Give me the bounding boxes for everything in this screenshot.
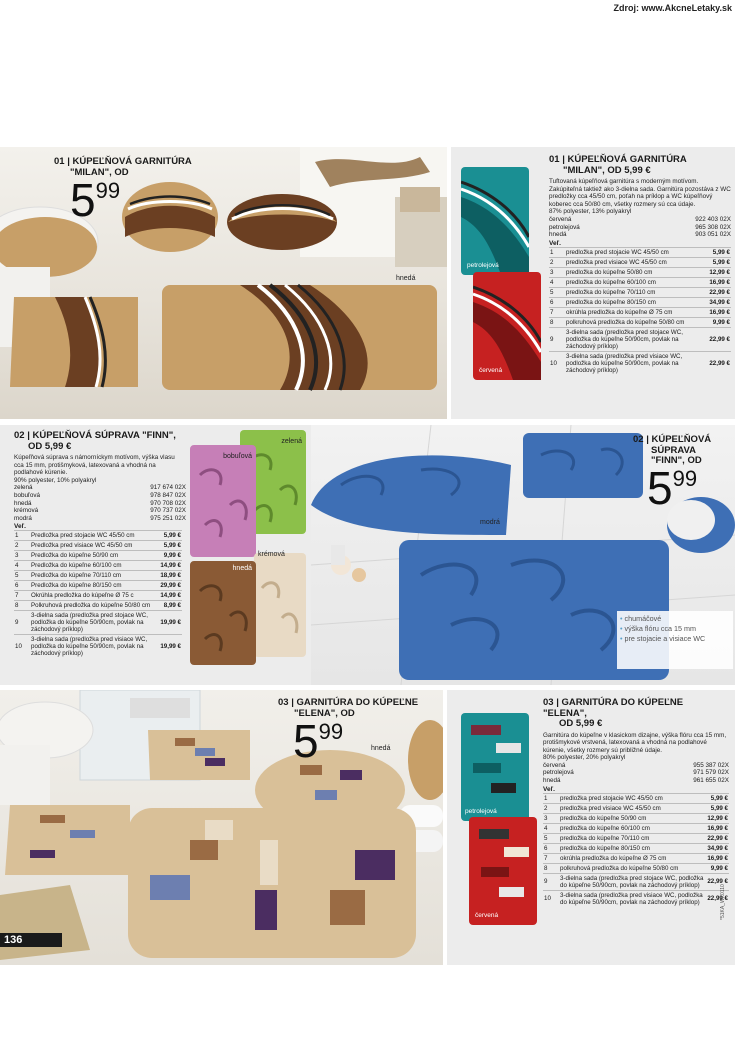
table-row: 1 Predložka pred stojacie WC 45/50 cm 5,99 €: [15, 532, 181, 540]
milan-header: [549, 155, 731, 176]
table-row: 7 Okrúhla predložka do kúpeľne Ø 75 c 14,99 €: [15, 592, 181, 600]
finn-photo-label: modrá: [480, 519, 500, 526]
milan-size-header: Veľ.: [549, 239, 561, 247]
finn-swatch-hneda-label: hnedá: [232, 565, 252, 572]
table-row: 10 3-dielna sada (predložka pred visiace WC, podložka do kúpeľne 50/90cm, povlak na záchodový príklop) 22,99 €: [550, 352, 730, 374]
table-row: 4 predložka do kúpeľne 60/100 cm 16,99 €: [544, 824, 728, 832]
vertical-code: *51KA_WK0110: [720, 884, 726, 920]
table-row: 5 predložka do kúpeľne 70/110 cm 22,99 €: [550, 288, 730, 296]
elena-header-line1: 03 | GARNITÚRA DO KÚPEĽNE "ELENA",: [543, 697, 684, 719]
milan-swatch-cervena-label: červená: [479, 367, 503, 374]
table-row: 6 Predložka do kúpeľne 80/150 cm 29,99 €: [15, 582, 181, 590]
milan-material: 87% polyester, 13% polyakryl: [549, 208, 632, 216]
finn-price-decimal: 99: [672, 466, 698, 491]
table-row: 8 polkruhová predložka do kúpeľne 50/80 cm 9,99 €: [550, 318, 730, 326]
table-row: 4 Predložka do kúpeľne 60/100 cm 14,99 €: [15, 562, 181, 570]
finn-color-row: hnedá 970 708 02X: [14, 499, 186, 507]
milan-info-panel: [451, 147, 735, 419]
milan-description: Tuftovaná kúpeľňová garnitúra s moderným motívom. Zakúpiteľná taktiež ako 3-dielna sada. Garnitúra pozostáva z WC predložky cca 45/50 cm, poťah na príklop a WC kúpeľňový koberec cca 50/80 cm, všetky rozmery sú cca údaje.: [549, 178, 731, 208]
table-row: 3 Predložka do kúpeľne 50/90 cm 9,99 €: [15, 552, 181, 560]
milan-text-block: [549, 155, 731, 375]
elena-swatch-cervena-label: červená: [475, 912, 499, 919]
finn-size-table: [14, 530, 182, 658]
finn-color-list: [14, 484, 186, 522]
elena-swatch-petrolejova-label: petrolejová: [465, 808, 497, 815]
finn-swatch-zelena-label: zelená: [281, 438, 302, 445]
milan-photo-header-line2: "MILAN", OD: [70, 166, 129, 178]
list-item: • chumáčové: [620, 614, 662, 623]
elena-color-list: [543, 762, 729, 785]
milan-photo-illustration: [0, 147, 447, 419]
elena-price-decimal: 99: [318, 719, 344, 744]
elena-price-integer: 5: [293, 715, 319, 767]
elena-description: Garnitúra do kúpeľne v klasickom dizajne, výška flóru cca 15 mm, protišmykové vrstvená, latexovaná a vhodná na podlahové kúrenie, všetky rozmery sú približné údaje.: [543, 731, 727, 754]
table-row: 6 predložka do kúpeľne 80/150 cm 34,99 €: [544, 844, 728, 852]
table-row: 10 3-dielna sada (predložka pred visiace WC, podložka do kúpeľne 50/90cm, povlak na záchodový príklop) 19,99 €: [15, 636, 181, 658]
milan-swatch-petrolejova-label: petrolejová: [467, 262, 499, 269]
finn-photo-header-line3: "FINN", OD: [651, 455, 702, 466]
table-row: 9 3-dielna sada (predložka pred stojace WC, podložka do kúpeľne 50/90cm, povlak na záchodový príklop) 22,99 €: [544, 874, 728, 889]
table-row: 3 predložka do kúpeľne 50/90 cm 12,99 €: [544, 814, 728, 822]
elena-swatch-petrolejova: [461, 713, 529, 821]
table-row: 1 predložka pred stojacie WC 45/50 cm 5,99 €: [550, 248, 730, 256]
milan-color-list: [549, 216, 731, 239]
finn-color-row: krémová 970 737 02X: [14, 507, 186, 515]
milan-size-table: [549, 247, 731, 375]
finn-photo-header-line1: 02 | KÚPEĽŇOVÁ: [633, 434, 712, 445]
table-row: 8 Polkruhová predložka do kúpeľne 50/80 cm 8,99 €: [15, 602, 181, 610]
finn-header: [14, 431, 186, 452]
milan-price-decimal: 99: [95, 178, 121, 203]
finn-swatch-hneda-pattern: [190, 561, 256, 665]
table-row: 5 predložka do kúpeľne 70/110 cm 22,99 €: [544, 834, 728, 842]
table-row: 7 okrúhla predložka do kúpeľne Ø 75 cm 16,99 €: [544, 854, 728, 862]
finn-header-line2: OD 5,99 €: [28, 440, 72, 452]
table-row: 1 predložka pred stojacie WC 45/50 cm 5,99 €: [544, 794, 728, 802]
elena-swatch-petrolejova-pattern: [461, 713, 529, 821]
finn-swatch-hneda: [190, 561, 256, 665]
milan-photo: [0, 147, 447, 419]
finn-feature-list: [617, 611, 733, 669]
elena-color-row: petrolejová 971 579 02X: [543, 769, 729, 777]
milan-color-row: hnedá 903 051 02X: [549, 231, 731, 239]
finn-material: 90% polyester, 10% polyakryl: [14, 476, 97, 484]
bullet-icon: •: [620, 614, 625, 623]
elena-swatch-cervena-pattern: [469, 817, 537, 925]
finn-swatch-kremova: [254, 553, 306, 657]
elena-text-block: [543, 698, 729, 907]
elena-header: [543, 698, 729, 730]
milan-photo-header-line1: 01 | KÚPEĽŇOVÁ GARNITÚRA: [54, 156, 192, 167]
finn-swatch-bubulova: [190, 445, 256, 557]
finn-header-line1: 02 | KÚPEĽŇOVÁ SÚPRAVA "FINN",: [14, 430, 176, 441]
elena-color-row: červená 955 387 02X: [543, 761, 729, 769]
finn-photo-header-line2: SÚPRAVA: [651, 444, 697, 456]
finn-swatch-bubulova-label: bobuľová: [223, 453, 252, 460]
elena-photo: [0, 690, 443, 965]
elena-big-price: [293, 715, 344, 767]
elena-color-row: hnedá 961 655 02X: [543, 777, 729, 785]
elena-photo-header-line2: "ELENA", OD: [294, 707, 355, 719]
bullet-icon: •: [620, 624, 625, 633]
elena-photo-illustration: [0, 690, 443, 965]
milan-photo-label: hnedá: [396, 275, 416, 282]
elena-header-line2: OD 5,99 €: [559, 718, 603, 729]
finn-price-integer: 5: [647, 462, 673, 514]
table-row: 2 predložka pred visiace WC 45/50 cm 5,99 €: [544, 804, 728, 812]
finn-description: Kúpeľňová súprava s námorníckym motívom, výška vlasu cca 15 mm, protišmyková, latexovaná a vhodná na podlahové kúrenie.: [14, 454, 175, 477]
milan-color-row: červená 922 403 02X: [549, 215, 731, 223]
list-item: • pre stojacie a visiace WC: [620, 634, 706, 643]
table-row: 9 3-dielna sada (predložka pred stojace WC, podložka do kúpeľne 50/90cm, povlak na záchodový príklop) 22,99 €: [550, 328, 730, 350]
source-credit: Zdroj: www.AkcneLetaky.sk: [613, 3, 732, 13]
milan-swatch-cervena: [473, 272, 541, 380]
elena-photo-header-line1: 03 | GARNITÚRA DO KÚPEĽNE: [278, 697, 419, 708]
milan-swatch-cervena-pattern: [473, 272, 541, 380]
finn-color-row: modrá 975 251 02X: [14, 514, 186, 522]
elena-swatch-cervena: [469, 817, 537, 925]
finn-info-panel: [0, 425, 311, 685]
finn-size-header: Veľ.: [14, 523, 26, 531]
table-row: 10 3-dielna sada (predložka pred visiace WC, podložka do kúpeľne 50/90cm, povlak na záchodový príklop) 22,99 €: [544, 891, 728, 906]
milan-header-line1: 01 | KÚPEĽŇOVÁ GARNITÚRA: [549, 154, 687, 165]
finn-swatch-bubulova-pattern: [190, 445, 256, 557]
milan-swatch-petrolejova-pattern: [461, 167, 529, 275]
table-row: 7 okrúhla predložka do kúpeľne Ø 75 cm 16,99 €: [550, 308, 730, 316]
finn-color-row: bobuľová 978 847 02X: [14, 491, 186, 499]
milan-price-integer: 5: [70, 174, 96, 226]
milan-header-line2: "MILAN", OD 5,99 €: [563, 164, 651, 176]
milan-swatch-petrolejova: [461, 167, 529, 275]
table-row: 5 Predložka do kúpeľne 70/110 cm 18,99 €: [15, 572, 181, 580]
table-row: 3 predložka do kúpeľne 50/80 cm 12,99 €: [550, 268, 730, 276]
page-number: 136: [0, 933, 62, 947]
finn-swatch-kremova-pattern: [254, 553, 306, 657]
table-row: 4 predložka do kúpeľne 60/100 cm 16,99 €: [550, 278, 730, 286]
table-row: 8 polkruhová predložka do kúpeľne 50/80 cm 9,99 €: [544, 864, 728, 872]
elena-size-header: Veľ.: [543, 785, 555, 793]
finn-big-price: [647, 462, 698, 514]
table-row: 6 predložka do kúpeľne 80/150 cm 34,99 €: [550, 298, 730, 306]
elena-photo-label: hnedá: [371, 745, 391, 752]
elena-size-table: [543, 793, 729, 907]
milan-color-row: petrolejová 965 308 02X: [549, 223, 731, 231]
finn-color-row: zelená 917 674 02X: [14, 484, 186, 492]
table-row: 2 Predložka pred visiace WC 45/50 cm 5,99 €: [15, 542, 181, 550]
finn-swatch-kremova-label: krémová: [258, 551, 285, 558]
elena-material: 80% polyester, 20% polyakryl: [543, 754, 626, 762]
table-row: 9 3-dielna sada (predložka pred stojace WC, podložka do kúpeľne 50/90cm, povlak na záchodový príklop) 19,99 €: [15, 612, 181, 634]
finn-text-block: [14, 431, 186, 658]
list-item: • výška flóru cca 15 mm: [620, 624, 697, 633]
elena-info-panel: [447, 690, 735, 965]
bullet-icon: •: [620, 634, 625, 643]
table-row: 2 predložka pred visiace WC 45/50 cm 5,99 €: [550, 258, 730, 266]
milan-big-price: [70, 174, 121, 226]
